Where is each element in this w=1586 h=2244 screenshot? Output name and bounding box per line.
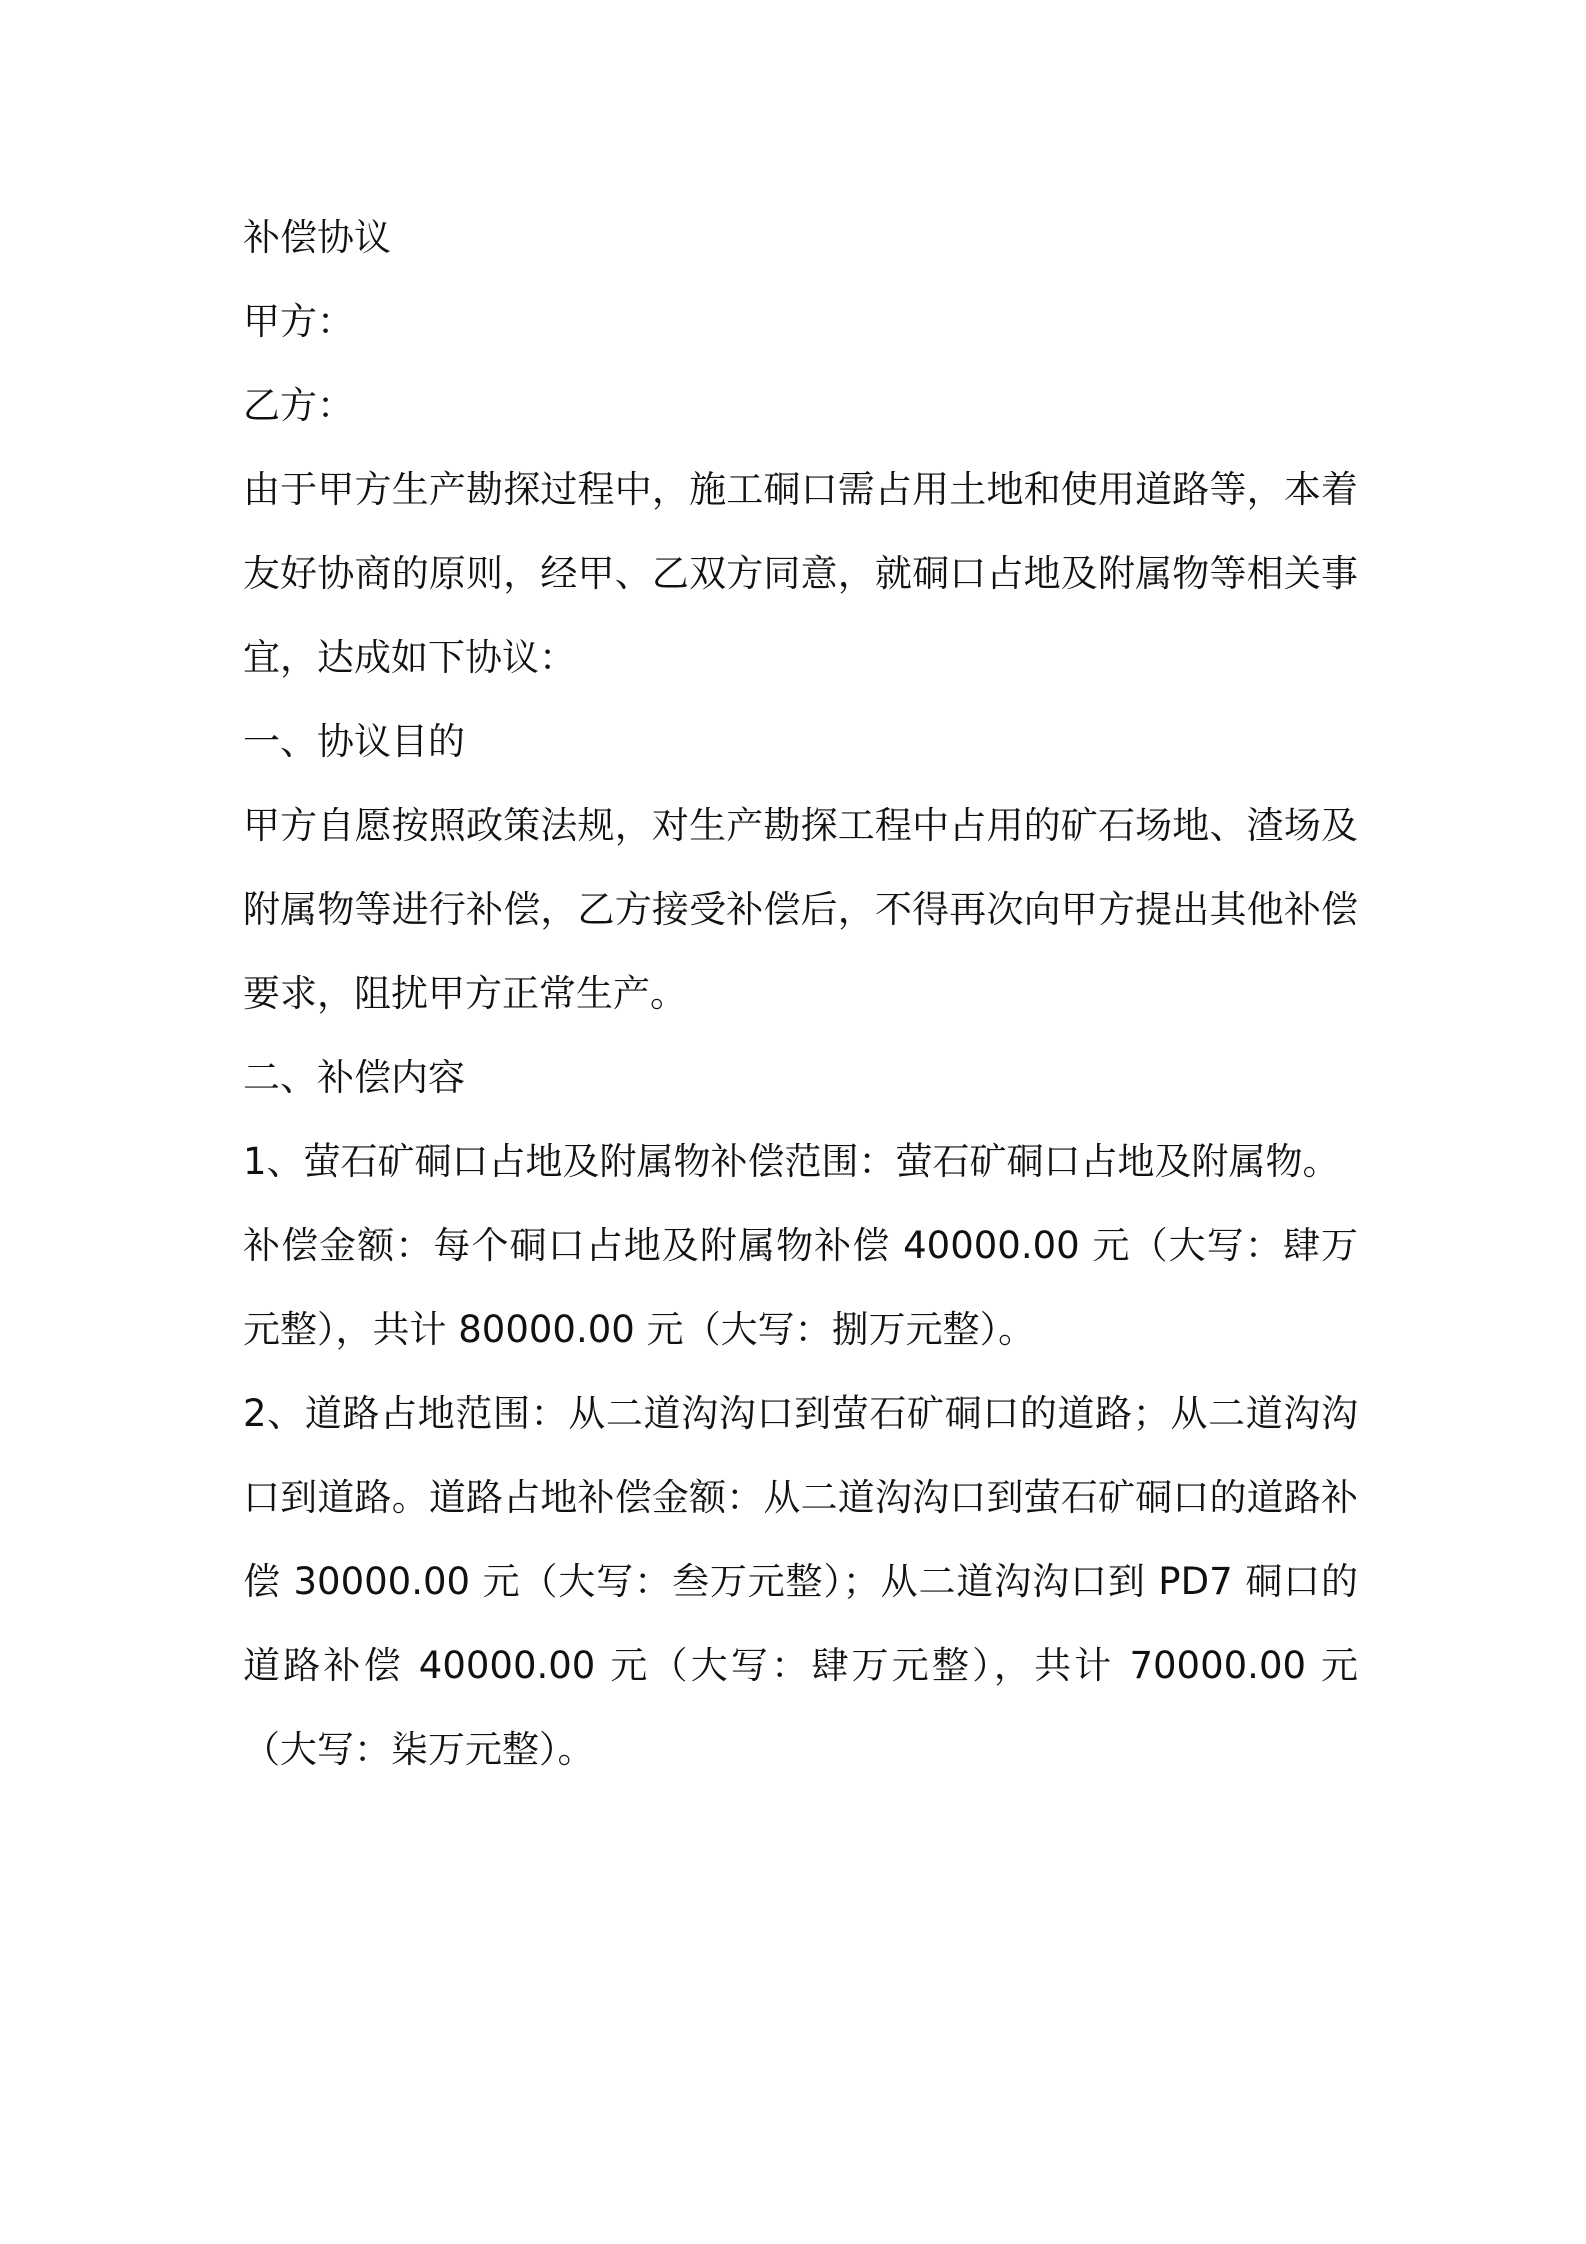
section1-heading: 一、协议目的 [243, 720, 465, 763]
item1-paragraph: 1、萤石矿硐口占地及附属物补偿范围：萤石矿硐口占地及附属物。 [243, 1140, 1340, 1183]
intro-paragraph: 由于甲方生产勘探过程中，施工硐口需占用土地和使用道路等，本着友好协商的原则，经甲、乙双方同意，就硐口占地及附属物等相关事宜，达成如下协议： [243, 468, 1358, 679]
document-page [243, 196, 1358, 1792]
party-b-field: 乙方： [243, 384, 354, 427]
item2-paragraph: 2、道路占地范围：从二道沟沟口到萤石矿硐口的道路；从二道沟沟口到道路。道路占地补偿金额：从二道沟沟口到萤石矿硐口的道路补偿 30000.00 元（大写：叁万元整）；从二道沟沟口到 PD7 硐口的道路补偿 40000.00 元（大写：肆万元整），共计 70000.00 元（大写：柒万元整）。 [243, 1392, 1358, 1771]
party-a-field: 甲方： [243, 300, 354, 343]
section2-heading: 二、补偿内容 [243, 1056, 465, 1099]
document-title: 补偿协议 [243, 216, 391, 259]
section1-paragraph: 甲方自愿按照政策法规，对生产勘探工程中占用的矿石场地、渣场及附属物等进行补偿，乙方接受补偿后，不得再次向甲方提出其他补偿要求，阻扰甲方正常生产。 [243, 804, 1358, 1015]
item1-amount-paragraph: 补偿金额：每个硐口占地及附属物补偿 40000.00 元（大写：肆万元整），共计 80000.00 元（大写：捌万元整）。 [243, 1224, 1358, 1351]
